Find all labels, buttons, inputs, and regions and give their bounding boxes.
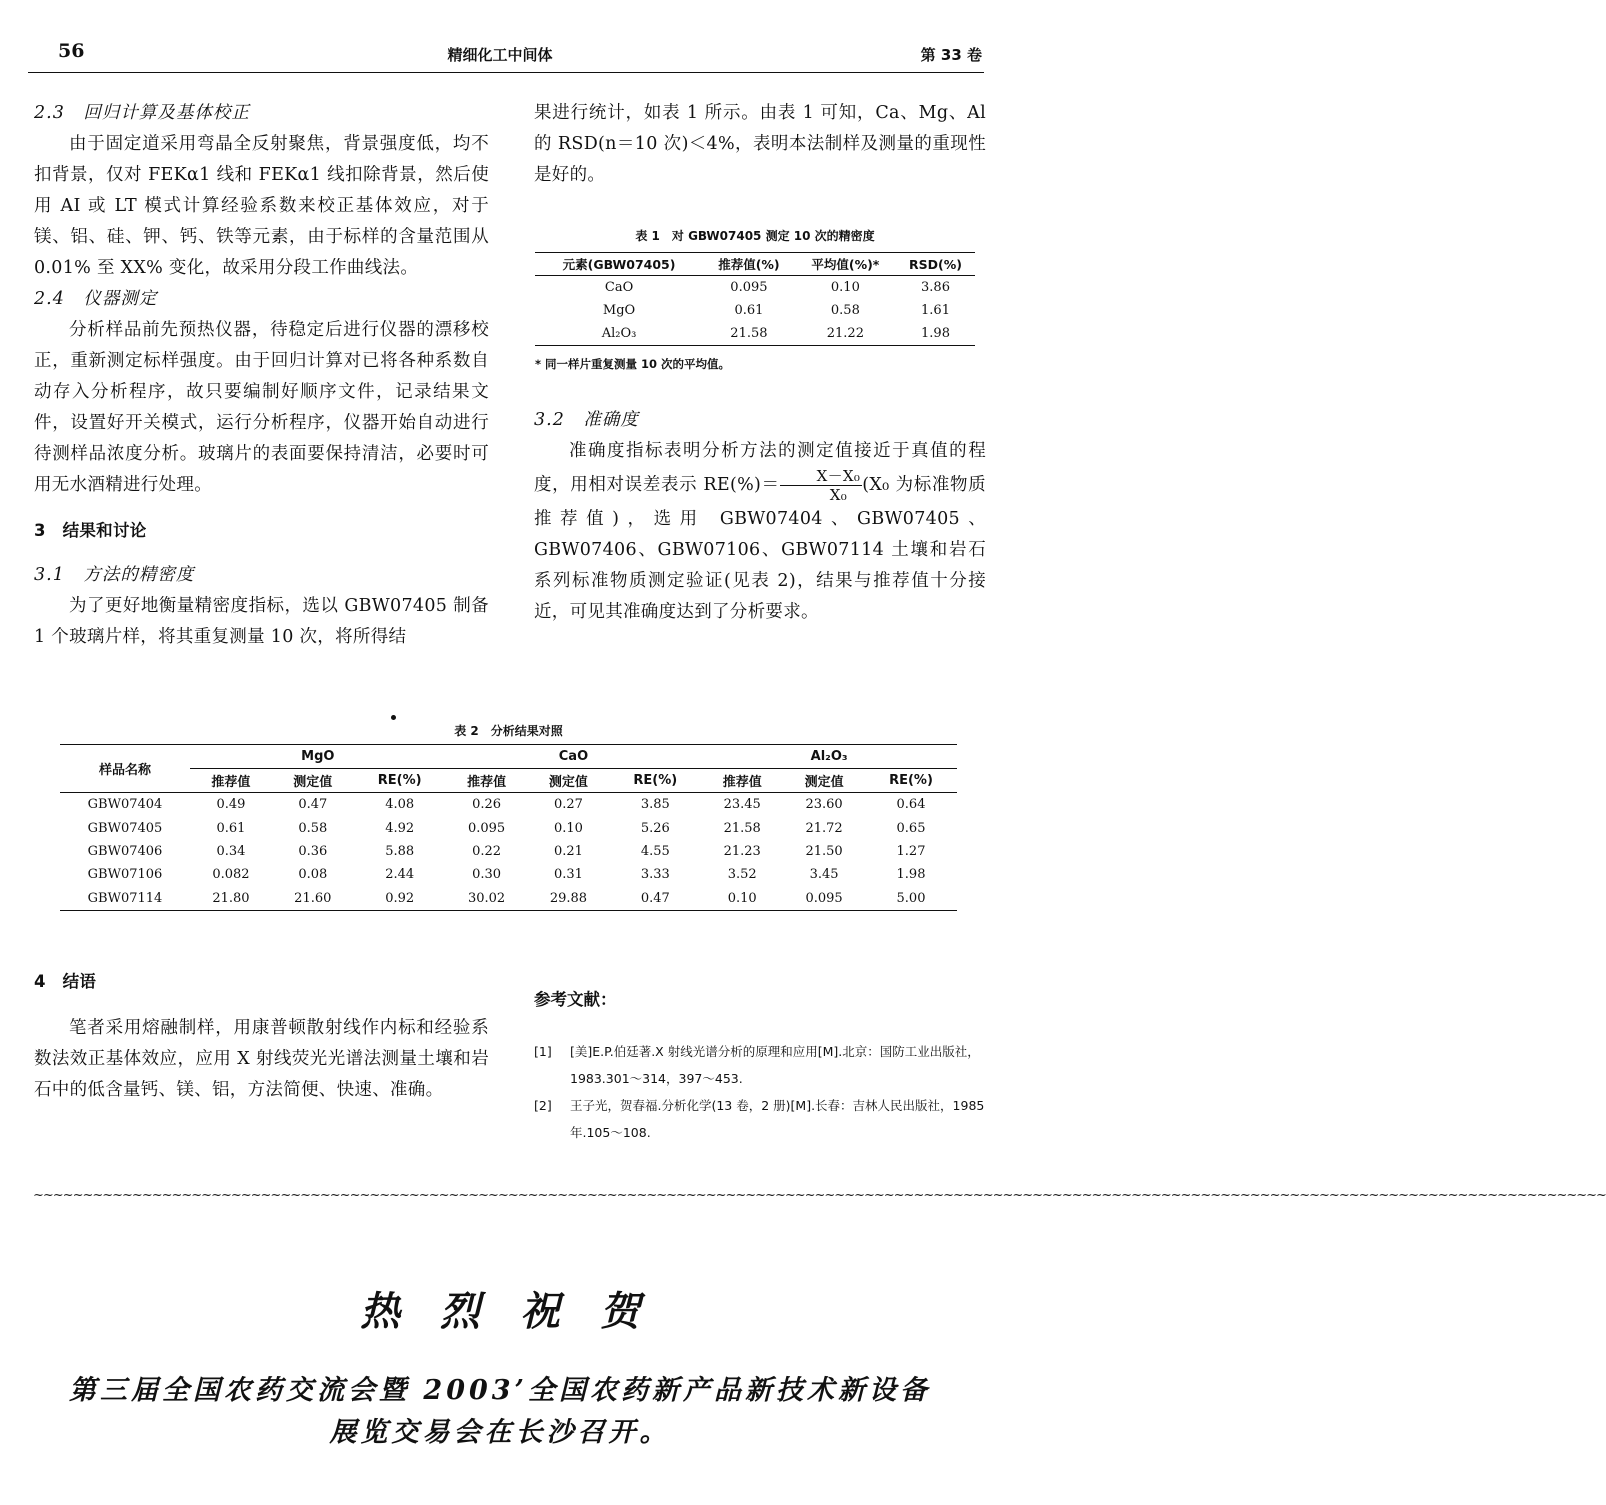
table-cell: 0.095 (703, 276, 795, 300)
table-cell: 0.34 (216, 843, 246, 859)
table-row (535, 299, 975, 322)
left-column (34, 98, 489, 653)
table1-header-row (535, 253, 975, 276)
table2-group-row (60, 745, 957, 769)
table-cell: 0.36 (298, 843, 328, 859)
table-cell: 5.26 (640, 820, 670, 836)
table-cell: 23.45 (723, 797, 761, 813)
table2-group-header: MgO (190, 745, 446, 769)
right-column-bottom (534, 405, 986, 628)
table-cell: 0.26 (472, 797, 502, 813)
continued-text: 果进行统计，如表 1 所示。由表 1 可知，Ca、Mg、Al 的 RSD(n＝10 次)＜4%，表明本法制样及测量的重现性是好的。 (534, 103, 986, 185)
table-cell: 1.98 (896, 322, 975, 346)
table1 (535, 252, 975, 346)
table-cell: 21.23 (723, 843, 761, 859)
volume-label: 第 33 卷 (920, 46, 982, 64)
table-cell: 1.61 (921, 303, 950, 318)
header-rule (28, 72, 984, 73)
table-cell: 0.095 (467, 820, 506, 836)
table-cell: 21.72 (805, 820, 843, 836)
table-cell: 0.095 (783, 887, 865, 911)
table-row (60, 816, 957, 839)
table-cell: 1.27 (896, 843, 926, 859)
table-cell: CaO (535, 276, 703, 300)
table-cell: 29.88 (528, 887, 610, 911)
reference-text: 王子光，贺春福.分析化学(13 卷，2 册)[M].长春：吉林人民出版社，1985 年.105～108. (570, 1098, 985, 1140)
table1-header: 推荐值(%) (703, 253, 795, 276)
section-2-3-title: 2.3 回归计算及基体校正 (34, 103, 250, 123)
section-3-2-title: 3.2 准确度 (534, 410, 639, 430)
table1-header: 元素(GBW07405) (535, 253, 703, 276)
table-cell: 21.60 (272, 887, 354, 911)
table-cell: 21.58 (703, 322, 795, 346)
congratulations-title: 热烈祝贺 (360, 1288, 680, 1335)
table-cell: 0.31 (553, 867, 583, 883)
table-cell: 0.22 (472, 843, 502, 859)
table2-group-header: Al₂O₃ (701, 745, 957, 769)
table-cell: GBW07405 (87, 820, 163, 836)
section-3-2-text (534, 436, 986, 628)
table-cell: GBW07114 (60, 887, 190, 911)
table2-subheader: 测定值 (528, 769, 610, 793)
table-cell: 0.08 (298, 867, 328, 883)
section-3-2-text-a: 准确度指标表明分析方法的测定值接近于真值的程度，用相对误差表示 RE(%)＝ (534, 441, 986, 495)
table-cell: 3.85 (640, 797, 670, 813)
table-cell: 0.47 (298, 797, 328, 813)
table-cell: GBW07106 (87, 867, 163, 883)
section-2-4-title: 2.4 仪器测定 (34, 289, 158, 309)
table-cell: 0.61 (216, 820, 246, 836)
table2-subheader: 推荐值 (190, 769, 272, 793)
table-cell: 3.33 (640, 867, 670, 883)
references-title: 参考文献： (534, 990, 617, 1009)
table-cell: 0.49 (216, 797, 246, 813)
table-cell: 0.27 (553, 797, 583, 813)
table-cell: 21.50 (805, 843, 843, 859)
table2-caption: 表 2 分析结果对照 (454, 724, 563, 738)
table2-subheader: 测定值 (272, 769, 354, 793)
table-cell: 21.80 (190, 887, 272, 911)
right-column-top (534, 98, 986, 191)
table-cell: 4.92 (385, 820, 415, 836)
section-3-title: 3 结果和讨论 (34, 521, 147, 540)
table2-subheader: 推荐值 (701, 769, 783, 793)
section-3-1-title: 3.1 方法的精密度 (34, 565, 195, 585)
table-cell: 0.10 (553, 820, 583, 836)
section-4-title: 4 结语 (34, 972, 97, 991)
table2-subheader: RE(%) (609, 769, 701, 793)
reference-item (534, 1038, 986, 1092)
table1-caption: 表 1 对 GBW07405 测定 10 次的精密度 (635, 229, 875, 243)
table-cell: 0.61 (734, 303, 764, 318)
table2-body (60, 793, 957, 911)
table-cell: 5.00 (865, 887, 957, 911)
table-cell: 3.45 (809, 867, 839, 883)
reference-text: [美]E.P.伯廷著.X 射线光谱分析的原理和应用[M].北京：国防工业出版社，1983.301～314，397～453. (570, 1044, 980, 1086)
table-cell: 21.22 (795, 322, 896, 346)
table-cell: 23.60 (805, 797, 843, 813)
table2-subheader: 测定值 (783, 769, 865, 793)
table-row (60, 863, 957, 886)
section-3-2-text-b: (X₀ 为标准物质推荐值)，选用 GBW07404、GBW07405、GBW07406、GBW07106、GBW07114 土壤和岩石系列标准物质测定验证(见表 2)，结果与推荐值十分接近，可见其准确度达到了分析要求。 (534, 475, 986, 622)
table-row (60, 840, 957, 863)
table-cell: Al₂O₃ (535, 322, 703, 346)
reference-number: [1] (534, 1044, 552, 1059)
table2-subheader: 推荐值 (446, 769, 528, 793)
conclusion-text: 笔者采用熔融制样，用康普顿散射线作内标和经验系数法效正基体效应，应用 X 射线荧光光谱法测量土壤和岩石中的低含量钙、镁、铝，方法简便、快速、准确。 (34, 1018, 489, 1100)
table-cell: 0.92 (354, 887, 446, 911)
table-cell: MgO (602, 303, 636, 318)
table-row (535, 322, 975, 346)
table-cell: 0.10 (701, 887, 783, 911)
reference-number: [2] (534, 1098, 552, 1113)
table2-subheader: RE(%) (354, 769, 446, 793)
table-row (60, 793, 957, 817)
references-list (534, 1038, 986, 1146)
table-cell: 4.55 (640, 843, 670, 859)
table-cell: 5.88 (385, 843, 415, 859)
table2-row-header: 样品名称 (60, 745, 190, 793)
table-cell: 0.64 (896, 797, 926, 813)
page-number: 56 (58, 40, 85, 62)
table-cell: 0.10 (795, 276, 896, 300)
table-cell: 0.082 (212, 867, 250, 883)
announcement-text: 第三届全国农药交流会暨 2003’全国农药新产品新技术新设备展览交易会在长沙召开。 (69, 1375, 931, 1448)
table1-note: * 同一样片重复测量 10 次的平均值。 (535, 357, 731, 371)
formula-denominator: X₀ (829, 486, 848, 504)
table-cell: 4.08 (385, 797, 415, 813)
table-cell: 0.30 (472, 867, 502, 883)
table-cell: 0.65 (896, 820, 926, 836)
table-cell: GBW07406 (87, 843, 163, 859)
decorative-border: ~~~~~~~~~~~~~~~~~~~~~~~~~~~~~~~~~~~~~~~~~~~~~~~~~~~~~~~~~~~~~~~~~~~~~~~~~~~~~~~~~~~~~~~~~~~~~~~~~~~~~~~~~~~~~~~~~~~~~~~~~~~~~~~~~~~~~~~~~~~~~~~~~~~~~~~~~~~~~~~ (33, 1188, 1606, 1203)
table-row (60, 887, 957, 911)
table-cell: 1.98 (896, 867, 926, 883)
table-cell: GBW07404 (87, 797, 163, 813)
table-cell: 3.86 (896, 276, 975, 300)
relative-error-formula (780, 467, 863, 504)
reference-item (534, 1092, 986, 1146)
stray-dot (391, 715, 396, 720)
section-2-3-text: 由于固定道采用弯晶全反射聚焦，背景强度低，均不扣背景，仅对 FEKα1 线和 FEKα1 线扣除背景，然后使用 AI 或 LT 模式计算经验系数来校正基体效应，对于镁、铝、硅、钾、钙、铁等元素，由于标样的含量范围从 0.01% 至 XX% 变化，故采用分段工作曲线法。 (34, 134, 489, 278)
table-cell: 2.44 (385, 867, 415, 883)
table-cell: 30.02 (446, 887, 528, 911)
table1-header: RSD(%) (896, 253, 975, 276)
table-cell: 0.47 (609, 887, 701, 911)
table2-subheader-row (60, 769, 957, 793)
conclusion-section (34, 966, 489, 1106)
table1-header: 平均值(%)* (795, 253, 896, 276)
table2 (60, 744, 957, 911)
table-cell: 0.58 (298, 820, 328, 836)
table-cell: 0.58 (830, 303, 860, 318)
section-3-1-text: 为了更好地衡量精密度指标，选以 GBW07405 制备 1 个玻璃片样，将其重复测量 10 次，将所得结 (34, 596, 489, 647)
formula-numerator: X－X₀ (780, 467, 863, 486)
table2-subheader: RE(%) (865, 769, 957, 793)
journal-title: 精细化工中间体 (447, 46, 553, 64)
table-cell: 21.58 (723, 820, 761, 836)
table2-group-header: CaO (446, 745, 702, 769)
table-cell: 0.21 (553, 843, 583, 859)
table-row (535, 276, 975, 300)
section-2-4-text: 分析样品前先预热仪器，待稳定后进行仪器的漂移校正，重新测定标样强度。由于回归计算对已将各种系数自动存入分析程序，故只要编制好顺序文件，记录结果文件，设置好开关模式，运行分析程序，仪器开始自动进行待测样品浓度分析。玻璃片的表面要保持清洁，必要时可用无水酒精进行处理。 (34, 320, 489, 495)
table-cell: 3.52 (727, 867, 757, 883)
